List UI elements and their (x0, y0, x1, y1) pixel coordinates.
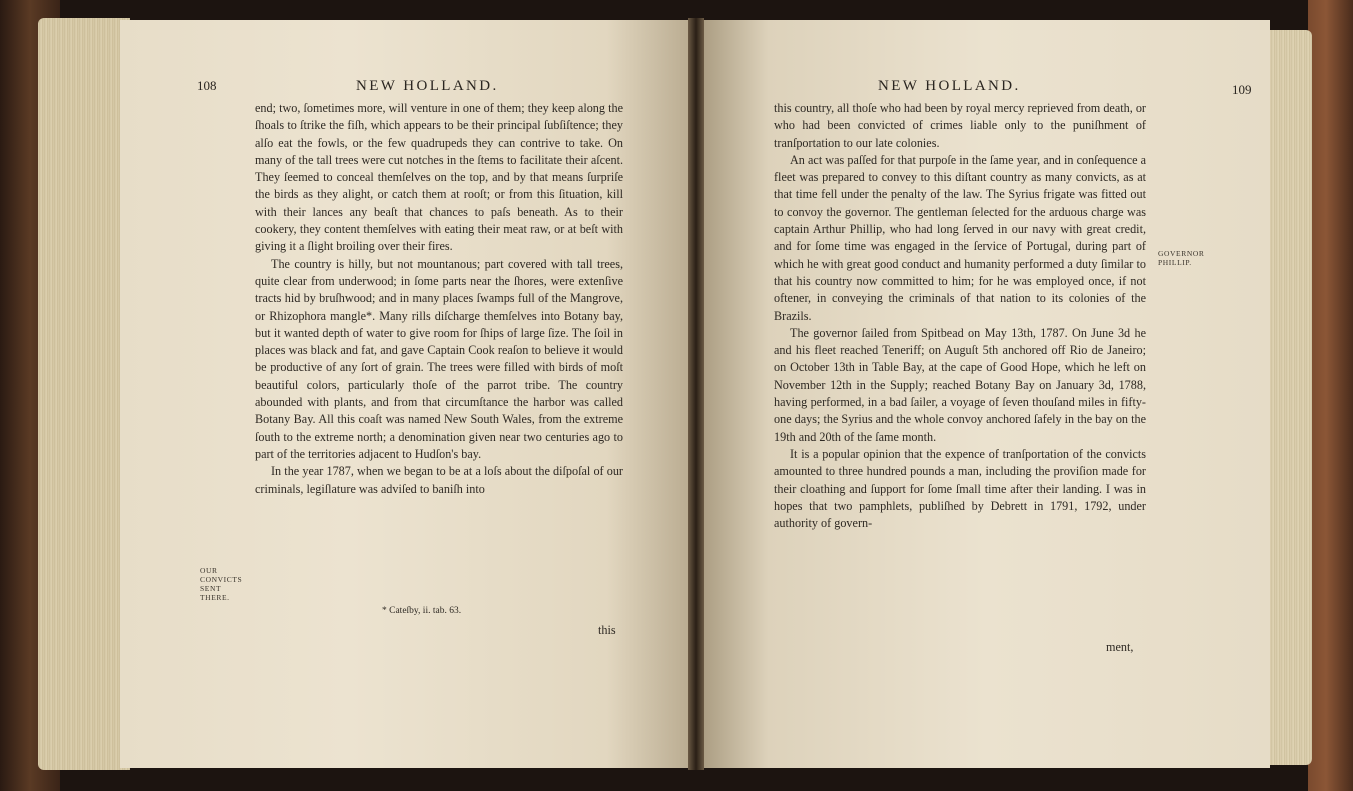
right-running-head: NEW HOLLAND. (878, 78, 1021, 94)
left-catchword: this (598, 623, 616, 637)
left-running-head: NEW HOLLAND. (356, 78, 499, 94)
right-body-text (774, 100, 1146, 532)
left-footnote: * Cateſby, ii. tab. 63. (382, 606, 462, 616)
book-binding-right (1308, 0, 1353, 791)
left-page-number: 108 (197, 78, 217, 93)
left-margin-note: OUR CONVICTS SENT THERE. (200, 566, 243, 602)
right-paragraph: An act was paſſed for that purpoſe in the ſame year, and in conſequence a fleet was prepared to convey to this diſtant country as many convicts, as at that time fell under the penalty of the law. The Syrius frigate was fitted out to convoy the governor. The gentleman ſelected for the arduous charge was captain Arthur Phillip, who had long ſerved in our navy with great credit, and for ſome time was engaged in the ſervice of Portugal, during part of which he with great good conduct and humanity performed a duty ſimilar to that his country now committed to him; for he was employed once, if not oftener, in conveying the criminals of that nation to its colonies of the Brazils. (774, 152, 1146, 323)
left-paragraph: In the year 1787, when we began to be at a loſs about the diſpoſal of our criminals, legiſlature was adviſed to baniſh into (255, 464, 623, 496)
right-paragraph: The governor ſailed from Spitbead on May 13th, 1787. On June 3d he and his fleet reached Teneriff; on Auguſt 5th anchored off Rio de Janeiro; on October 13th in Table Bay, at the cape of Good Hope, which he left on November 12th in the Supply; reached Botany Bay on January 3d, 1788, having performed, in a bad ſailer, a voyage of ſeven thouſand miles in fifty-one days; the Syrius and the whole convoy anchored ſafely in the bay on the 19th and 20th of the ſame month. (774, 325, 1146, 444)
book-gutter (688, 18, 704, 770)
left-paragraph: The country is hilly, but not mountanous; part covered with tall trees, quite clear from underwood; in ſome parts near the ſhores, were extenſive tracts hid by bruſhwood; and in many places ſwamps full of the Mangrove, or Rhizophora mangle*. Many rills diſcharge themſelves into Botany bay, but it wanted depth of water to give room for ſhips of large ſize. The ſoil in places was black and fat, and gave Captain Cook reaſon to believe it would be productive of any ſort of grain. The trees were filled with birds of moſt beautiful colors, particularly thoſe of the parrot tribe. The country abounded with plants, and from that circumſtance the harbor was called Botany Bay. All this coaſt was named New South Wales, from the extreme ſouth to the extreme north; a denomination given near two centuries ago to part of the territories adjacent to Hudſon's bay. (255, 256, 623, 461)
right-paragraph: It is a popular opinion that the expence of tranſportation of the convicts amounted to three hundred pounds a man, including the proviſion made for their cloathing and ſupport for ſome ſmall time after their landing. I was in hopes that two pamphlets, publiſhed by Debrett in 1791, 1792, under authority of govern- (774, 446, 1146, 531)
page-edges-left (38, 18, 130, 770)
left-body-text (255, 100, 623, 498)
right-paragraph: this country, all thoſe who had been by royal mercy reprieved from death, or who had been convicted of crimes liable only to the puniſhment of tranſportation to our late colonies. (774, 101, 1146, 150)
right-margin-note: GOVERNOR PHILLIP. (1158, 249, 1205, 267)
left-paragraph: end; two, ſometimes more, will venture in one of them; they keep along the ſhoals to ſtrike the fiſh, which appears to be their principal ſubſiſtence; they alſo eat the fowls, or the few quadrupeds they can contrive to take. On many of the tall trees were cut notches in the ſtems to facilitate their aſcent. They ſeemed to conceal themſelves on the top, and by that means ſurpriſe the birds as they alight, or catch them at rooſt; or from this ſituation, kill with their lances any beaſt that chances to paſs beneath. As to their cookery, they content themſelves with eating their meat raw, or at beſt with giving it a ſlight broiling over their fires. (255, 101, 623, 254)
right-page-number: 109 (1232, 82, 1252, 97)
right-catchword: ment, (1106, 640, 1134, 654)
